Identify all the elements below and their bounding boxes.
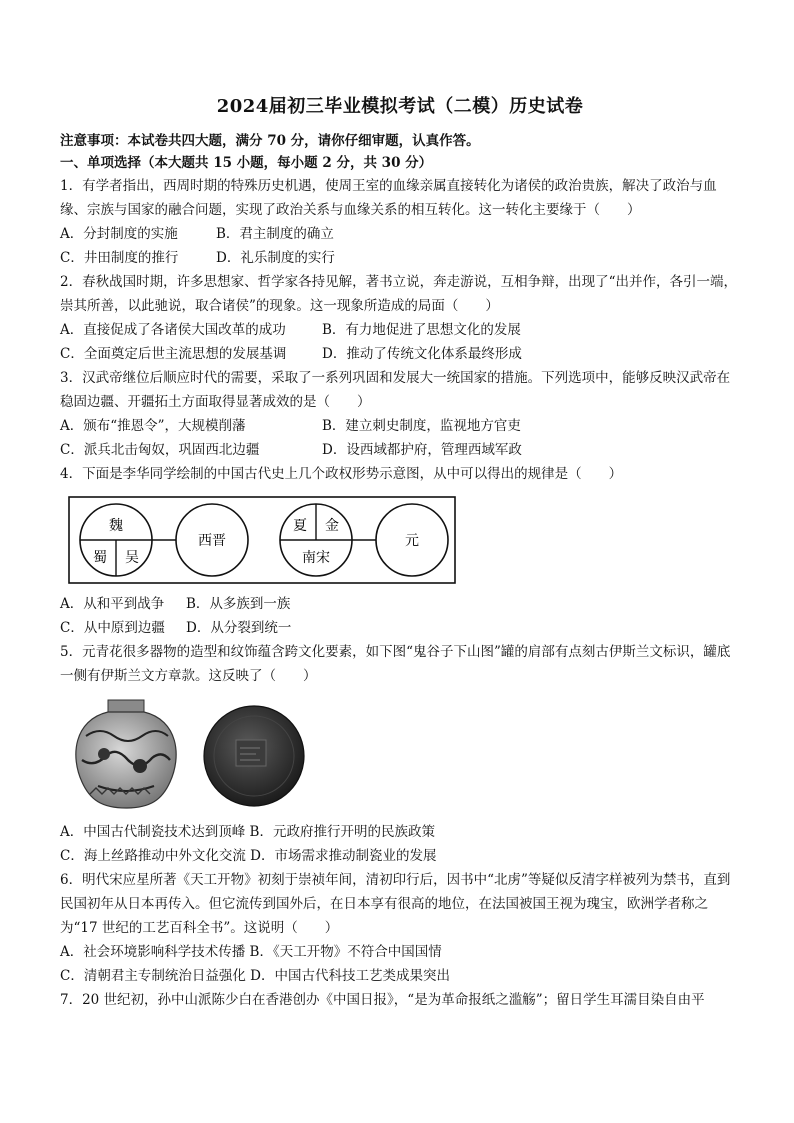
porcelain-photos <box>68 696 328 814</box>
option-c: C．从中原到边疆 <box>60 620 165 636</box>
question-1-stem: 1．有学者指出，西周时期的特殊历史机遇，使周王室的血缘亲属直接转化为诸侯的政治贵族，解决了政治与血缘、宗族与国家的融合问题，实现了政治关系与血缘关系的相互转化。这一转化主要缘于（ ） <box>60 178 717 218</box>
option-b: B．建立刺史制度，监视地方官吏 <box>322 418 521 434</box>
option-a: A．从和平到战争 <box>60 596 165 612</box>
label-shu: 蜀 <box>93 550 107 566</box>
option-c: C．全面奠定后世主流思想的发展基调 <box>60 346 287 362</box>
question-3-options-row-2 <box>60 438 740 462</box>
option-a: A．直接促成了各诸侯大国改革的成功 <box>60 322 286 338</box>
question-3-options-row-1 <box>60 414 740 438</box>
jar-photo <box>76 700 176 808</box>
question-4-options-row-2 <box>60 616 740 640</box>
question-5-options-row-2: C．海上丝路推动中外文化交流 D．市场需求推动制瓷业的发展 <box>60 848 437 864</box>
question-4-options-row-1 <box>60 592 740 616</box>
option-d: D．从分裂到统一 <box>186 620 292 636</box>
notice: 注意事项：本试卷共四大题，满分 70 分，请你仔细审题，认真作答。 <box>60 133 480 149</box>
question-7-stem: 7．20 世纪初，孙中山派陈少白在香港创办《中国日报》，“是为革命报纸之滥觞”；留日学生耳濡目染自由平 <box>60 992 705 1008</box>
label-jin: 金 <box>325 518 339 534</box>
question-1-options-row-1 <box>60 222 740 246</box>
question-2-stem: 2．春秋战国时期，许多思想家、哲学家各持见解，著书立说，奔走游说，互相争辩，出现了“出并作，各引一端，崇其所善，以此驰说，取合诸侯”的现象。这一现象所造成的局面（ ） <box>60 274 737 314</box>
question-6-options-row-1: A．社会环境影响科学技术传播 B．《天工开物》不符合中国国情 <box>60 944 442 960</box>
regime-diagram <box>68 496 456 584</box>
question-1-options-row-2 <box>60 246 740 270</box>
question-4-stem: 4．下面是李华同学绘制的中国古代史上几个政权形势示意图，从中可以得出的规律是（ ） <box>60 466 623 482</box>
label-wu: 吴 <box>125 550 139 566</box>
option-d: D．推动了传统文化体系最终形成 <box>322 346 522 362</box>
section-heading: 一、单项选择（本大题共 15 小题，每小题 2 分，共 30 分） <box>60 155 433 171</box>
option-d: D．设西域都护府，管理西域军政 <box>322 442 522 458</box>
label-xia: 夏 <box>293 518 307 534</box>
question-2-options-row-2 <box>60 342 740 366</box>
regime-diagram-svg <box>68 496 456 584</box>
option-b: B．君主制度的确立 <box>216 226 334 242</box>
question-3-stem: 3．汉武帝继位后顺应时代的需要，采取了一系列巩固和发展大一统国家的措施。下列选项中，能够反映汉武帝在稳固边疆、开疆拓土方面取得显著成效的是（ ） <box>60 370 731 410</box>
jar-base-photo <box>204 706 304 806</box>
question-6-stem: 6．明代宋应星所著《天工开物》初刻于崇祯年间，清初印行后，因书中“北虏”等疑似反清字样被列为禁书，直到民国初年从日本再传入。但它流传到国外后，在日本享有很高的地位，在法国被国王视为瑰宝，欧洲学者称之为“17 世纪的工艺百科全书”。这说明（ ） <box>60 872 731 936</box>
question-5-stem: 5．元青花很多器物的造型和纹饰蕴含跨文化要素，如下图“鬼谷子下山图”罐的肩部有点刻古伊斯兰文标识，罐底一侧有伊斯兰文方章款。这反映了（ ） <box>60 644 731 684</box>
question-6-options-row-2: C．清朝君主专制统治日益强化 D．中国古代科技工艺类成果突出 <box>60 968 450 984</box>
option-b: B．从多族到一族 <box>186 596 291 612</box>
exam-page <box>60 92 740 1012</box>
question-5-options-row-1: A．中国古代制瓷技术达到顶峰 B．元政府推行开明的民族政策 <box>60 824 435 840</box>
option-c: C．派兵北击匈奴，巩固西北边疆 <box>60 442 260 458</box>
label-nansong: 南宋 <box>302 550 330 566</box>
label-yuan: 元 <box>405 533 419 549</box>
label-wei: 魏 <box>109 518 123 534</box>
question-2-options-row-1 <box>60 318 740 342</box>
page-title: 2024届初三毕业模拟考试（二模）历史试卷 <box>216 96 584 117</box>
option-a: A．分封制度的实施 <box>60 226 178 242</box>
option-c: C．井田制度的推行 <box>60 250 179 266</box>
label-xijin: 西晋 <box>198 533 226 549</box>
option-b: B．有力地促进了思想文化的发展 <box>322 322 521 338</box>
option-a: A．颁布“推恩令”，大规模削藩 <box>60 418 246 434</box>
option-d: D．礼乐制度的实行 <box>216 250 335 266</box>
porcelain-images <box>68 696 740 816</box>
